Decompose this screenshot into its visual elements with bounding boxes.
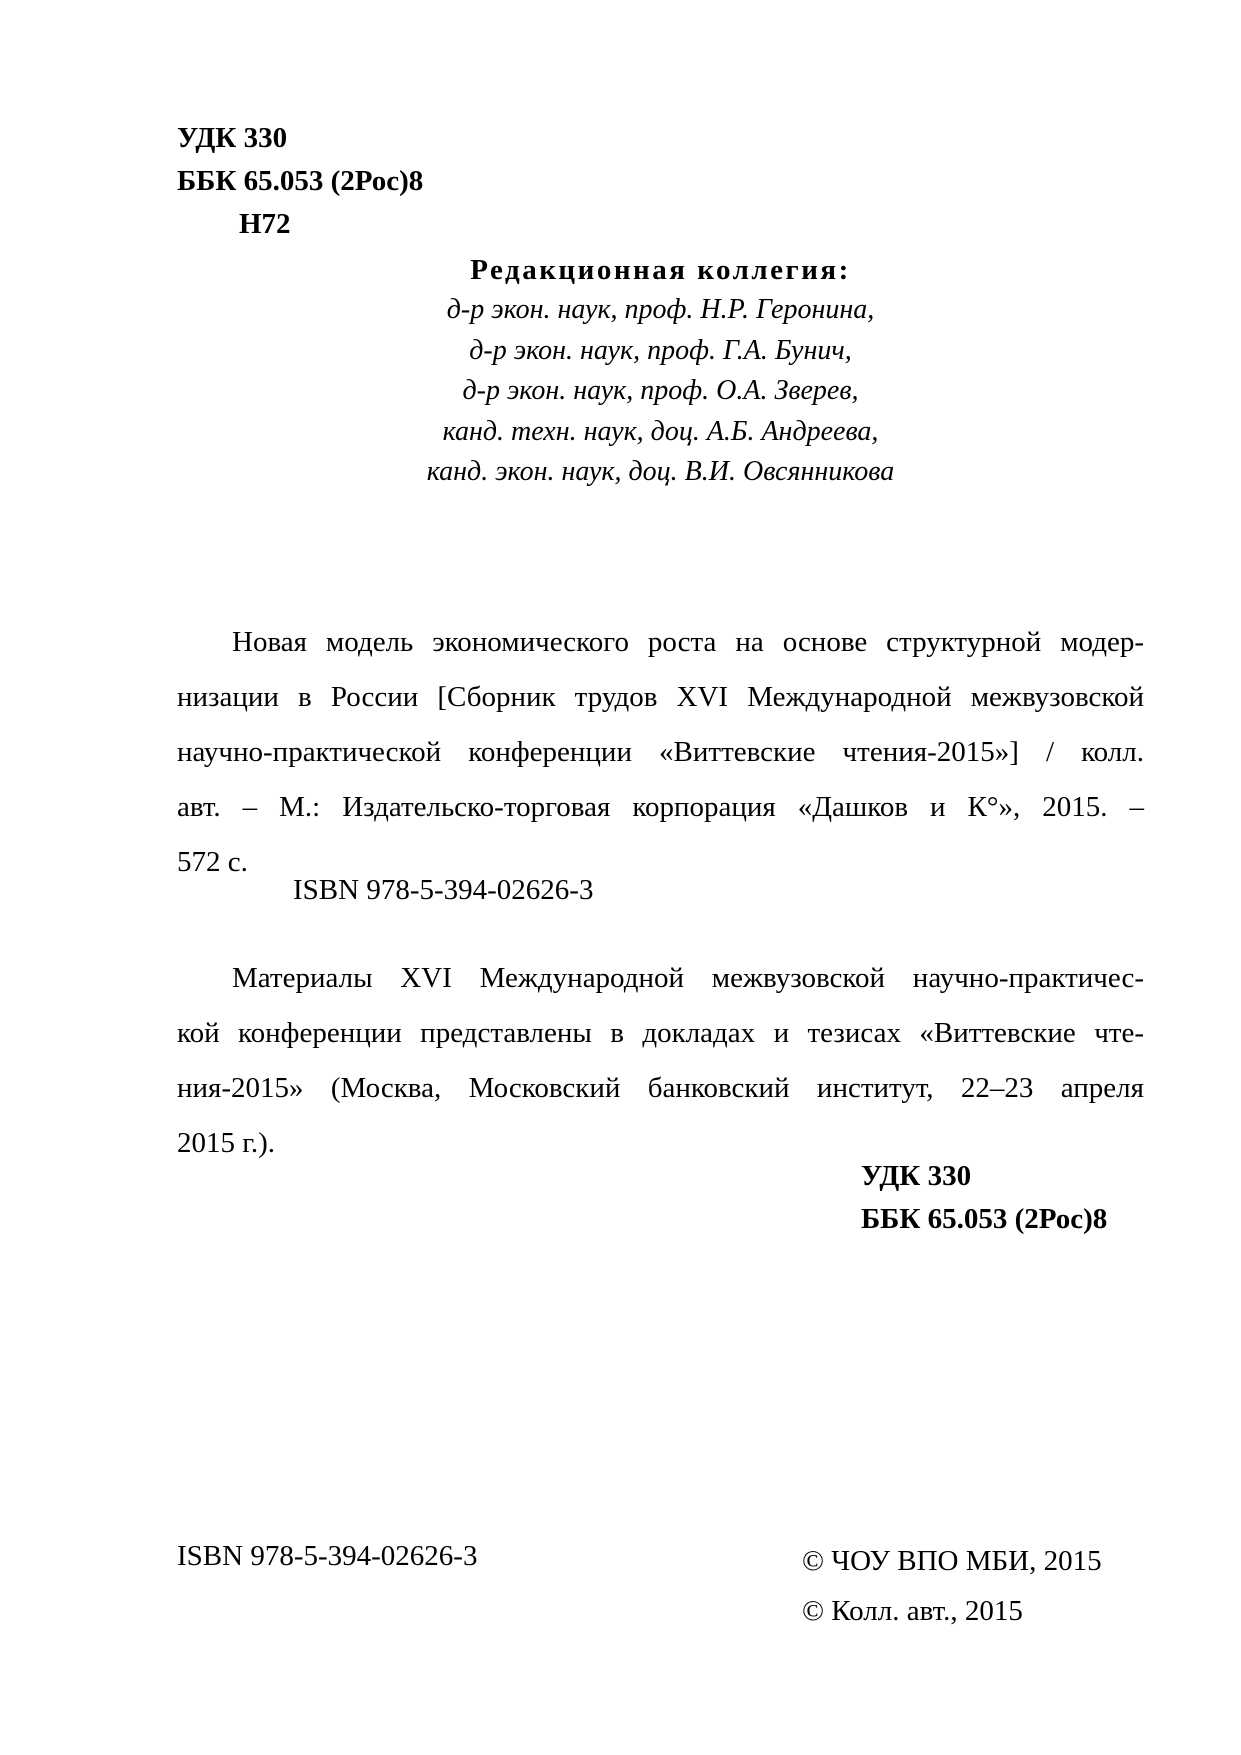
isbn-line: ISBN 978-5-394-02626-3 xyxy=(293,874,594,906)
board-member: д-р экон. наук, проф. Г.А. Бунич, xyxy=(469,334,852,366)
copyright-line: © ЧОУ ВПО МБИ, 2015 xyxy=(802,1545,1102,1577)
classification-repeat xyxy=(861,1155,1107,1241)
record-line: авт. – М.: Издательско-торговая корпорация «Дашков и К°», 2015. – xyxy=(177,791,1144,823)
bibliographic-record xyxy=(177,615,1144,890)
record-line: 572 с. xyxy=(177,846,248,878)
record-line: научно-практической конференции «Виттевские чтения-2015»] / колл. xyxy=(177,736,1144,768)
board-member: д-р экон. наук, проф. Н.Р. Геронина, xyxy=(446,294,875,325)
annotation xyxy=(177,951,1144,1171)
bbk-code-repeat: ББК 65.053 (2Рос)8 xyxy=(861,1203,1108,1235)
annotation-line: 2015 г.). xyxy=(177,1127,276,1159)
record-line: низации в России [Сборник трудов XVI Международной межвузовской xyxy=(177,681,1144,713)
copyright-block xyxy=(802,1536,1102,1636)
bbk-code: ББК 65.053 (2Рос)8 xyxy=(177,165,424,197)
board-member: канд. экон. наук, доц. В.И. Овсянникова xyxy=(426,456,895,487)
udk-code: УДК 330 xyxy=(177,122,288,154)
annotation-line: Материалы XVI Международной межвузовской научно-практичес- xyxy=(232,962,1144,994)
copyright-line: © Колл. авт., 2015 xyxy=(802,1595,1023,1627)
editorial-board-list xyxy=(0,290,1241,493)
annotation-line: ния-2015» (Москва, Московский банковский институт, 22–23 апреля xyxy=(177,1072,1144,1104)
annotation-line: кой конференции представлены в докладах и тезисах «Виттевские чте- xyxy=(177,1017,1144,1049)
board-member: д-р экон. наук, проф. О.А. Зверев, xyxy=(462,375,859,406)
author-mark: Н72 xyxy=(239,208,291,240)
record-line: Новая модель экономического роста на основе структурной модер- xyxy=(232,626,1144,658)
board-member: канд. техн. наук, доц. А.Б. Андреева, xyxy=(442,415,879,447)
footer-isbn: ISBN 978-5-394-02626-3 xyxy=(177,1540,478,1572)
udk-code-repeat: УДК 330 xyxy=(861,1160,972,1192)
classification-block xyxy=(177,117,423,246)
editorial-board-title: Редакционная коллегия: xyxy=(470,254,851,286)
